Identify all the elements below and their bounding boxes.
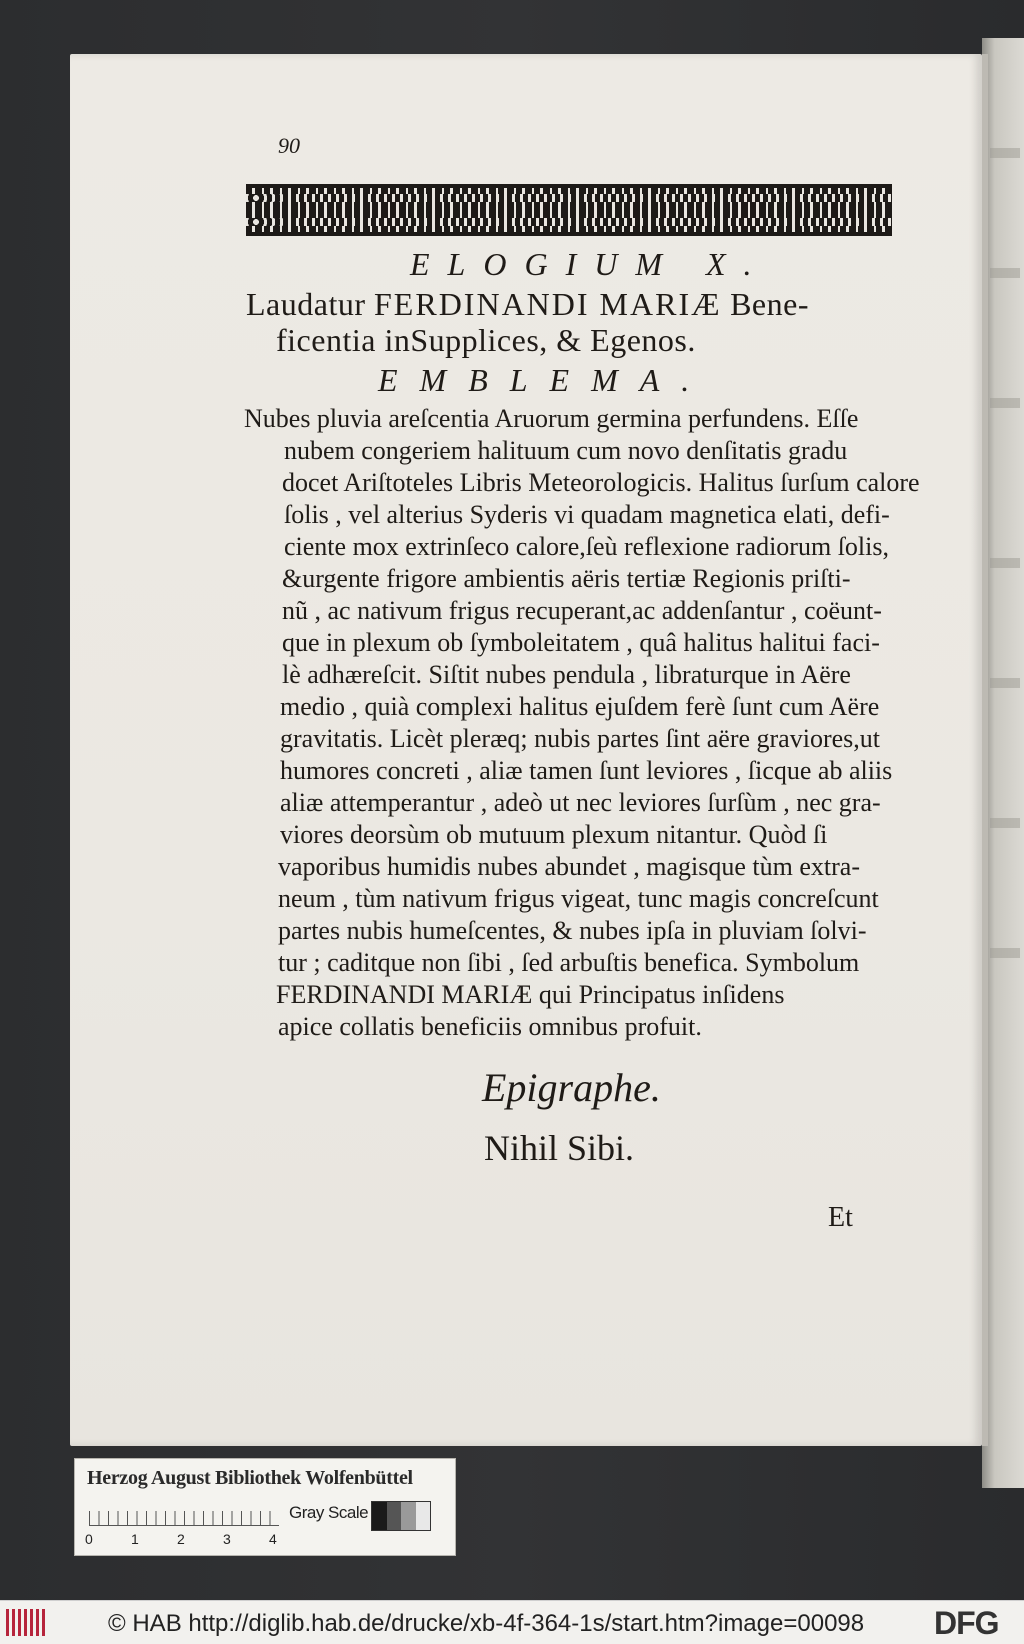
body-line: aliæ attemperantur , adeò ut nec leviores ſurſùm , nec gra-	[280, 788, 881, 817]
body-line: ſolis , vel alterius Syderis vi quadam magnetica elati, defi-	[284, 500, 890, 529]
body-line: humores concreti , aliæ tamen ſunt leviores , ſicque ab aliis	[280, 756, 893, 785]
gray-swatch-mid	[401, 1502, 416, 1530]
title-name: FERDINANDI MARIÆ	[374, 286, 722, 322]
body-line: medio , quià complexi halitus ejuſdem ferè ſunt cum Aëre	[280, 692, 880, 721]
viewer-footer	[0, 1600, 1024, 1644]
library-name: Herzog August Bibliothek Wolfenbüttel	[87, 1467, 413, 1489]
title-prefix: Laudatur	[246, 286, 366, 322]
body-line: ciente mox extrinſeco calore,ſeù reflexione radiorum ſolis,	[284, 532, 889, 561]
body-line: partes nubis humeſcentes, & nubes ipſa in pluviam ſolvi-	[278, 916, 867, 945]
body-line: nũ , ac nativum frigus recuperant,ac addenſantur , coëunt-	[282, 596, 882, 625]
epigraphe-heading: Epigraphe.	[482, 1065, 661, 1110]
ruler-label: 2	[177, 1531, 185, 1547]
body-line: apice collatis beneficiis omnibus profuit.	[278, 1012, 702, 1041]
copyright-link[interactable]: © HAB http://diglib.hab.de/drucke/xb-4f-364-1s/start.htm?image=00098	[108, 1610, 865, 1637]
body-line: nubem congeriem halituum cum novo denſitatis gradu	[284, 436, 848, 465]
gray-scale-label: Gray Scale	[289, 1503, 369, 1522]
adjacent-page-edge	[982, 38, 1024, 1488]
ruler-label: 0	[85, 1531, 93, 1547]
body-line: tur ; caditque non ſibi , ſed arbuſtis benefica. Symbolum	[278, 948, 860, 977]
decorative-header-ornament	[246, 184, 892, 236]
motto: Nihil Sibi.	[484, 1128, 635, 1168]
dfg-logo: DFG	[934, 1605, 999, 1641]
measurement-ruler	[89, 1503, 279, 1526]
body-line: que in plexum ob ſymboleitatem , quâ halitus halitui faci-	[282, 628, 880, 657]
ruler-label: 3	[223, 1531, 231, 1547]
body-line: vaporibus humidis nubes abundet , magisque tùm extra-	[278, 852, 861, 881]
body-line: gravitatis. Licèt pleræq; nubis partes ſint aëre graviores,ut	[280, 724, 880, 753]
library-color-calibration-card	[74, 1458, 456, 1556]
gray-swatch-dark	[387, 1502, 402, 1530]
body-line: Nubes pluvia areſcentia Aruorum germina perfundens. Eſſe	[244, 404, 859, 433]
page-gutter	[982, 54, 988, 1446]
title-line-2: ficentia inSupplices, & Egenos.	[276, 322, 696, 358]
elogium-heading: ELOGIUM X.	[410, 246, 770, 282]
catchword: Et	[828, 1202, 853, 1233]
body-line: FERDINANDI MARIÆ qui Principatus inſidens	[276, 980, 785, 1009]
body-line: viores deorsùm ob mutuum plexum nitantur. Quòd ſi	[280, 820, 828, 849]
gray-swatch-black	[372, 1502, 387, 1530]
body-line: lè adhæreſcit. Siſtit nubes pendula , libraturque in Aëre	[282, 660, 851, 689]
body-line: neum , tùm nativum frigus vigeat, tunc magis concreſcunt	[278, 884, 879, 913]
gray-scale-swatch	[371, 1501, 431, 1531]
gray-swatch-light	[416, 1502, 431, 1530]
title-line-1	[246, 288, 809, 320]
body-line: docet Ariſtoteles Libris Meteorologicis. Halitus ſurſum calore	[282, 468, 920, 497]
page-number: 90	[278, 133, 300, 158]
body-line: &urgente frigore ambientis aëris tertiæ Regionis priſti-	[282, 564, 851, 593]
ruler-label: 1	[131, 1531, 139, 1547]
ruler-label: 4	[269, 1531, 277, 1547]
emblema-heading: EMBLEMA.	[378, 362, 712, 398]
hab-logo-icon	[6, 1609, 46, 1636]
title-suffix: Bene-	[730, 286, 809, 322]
